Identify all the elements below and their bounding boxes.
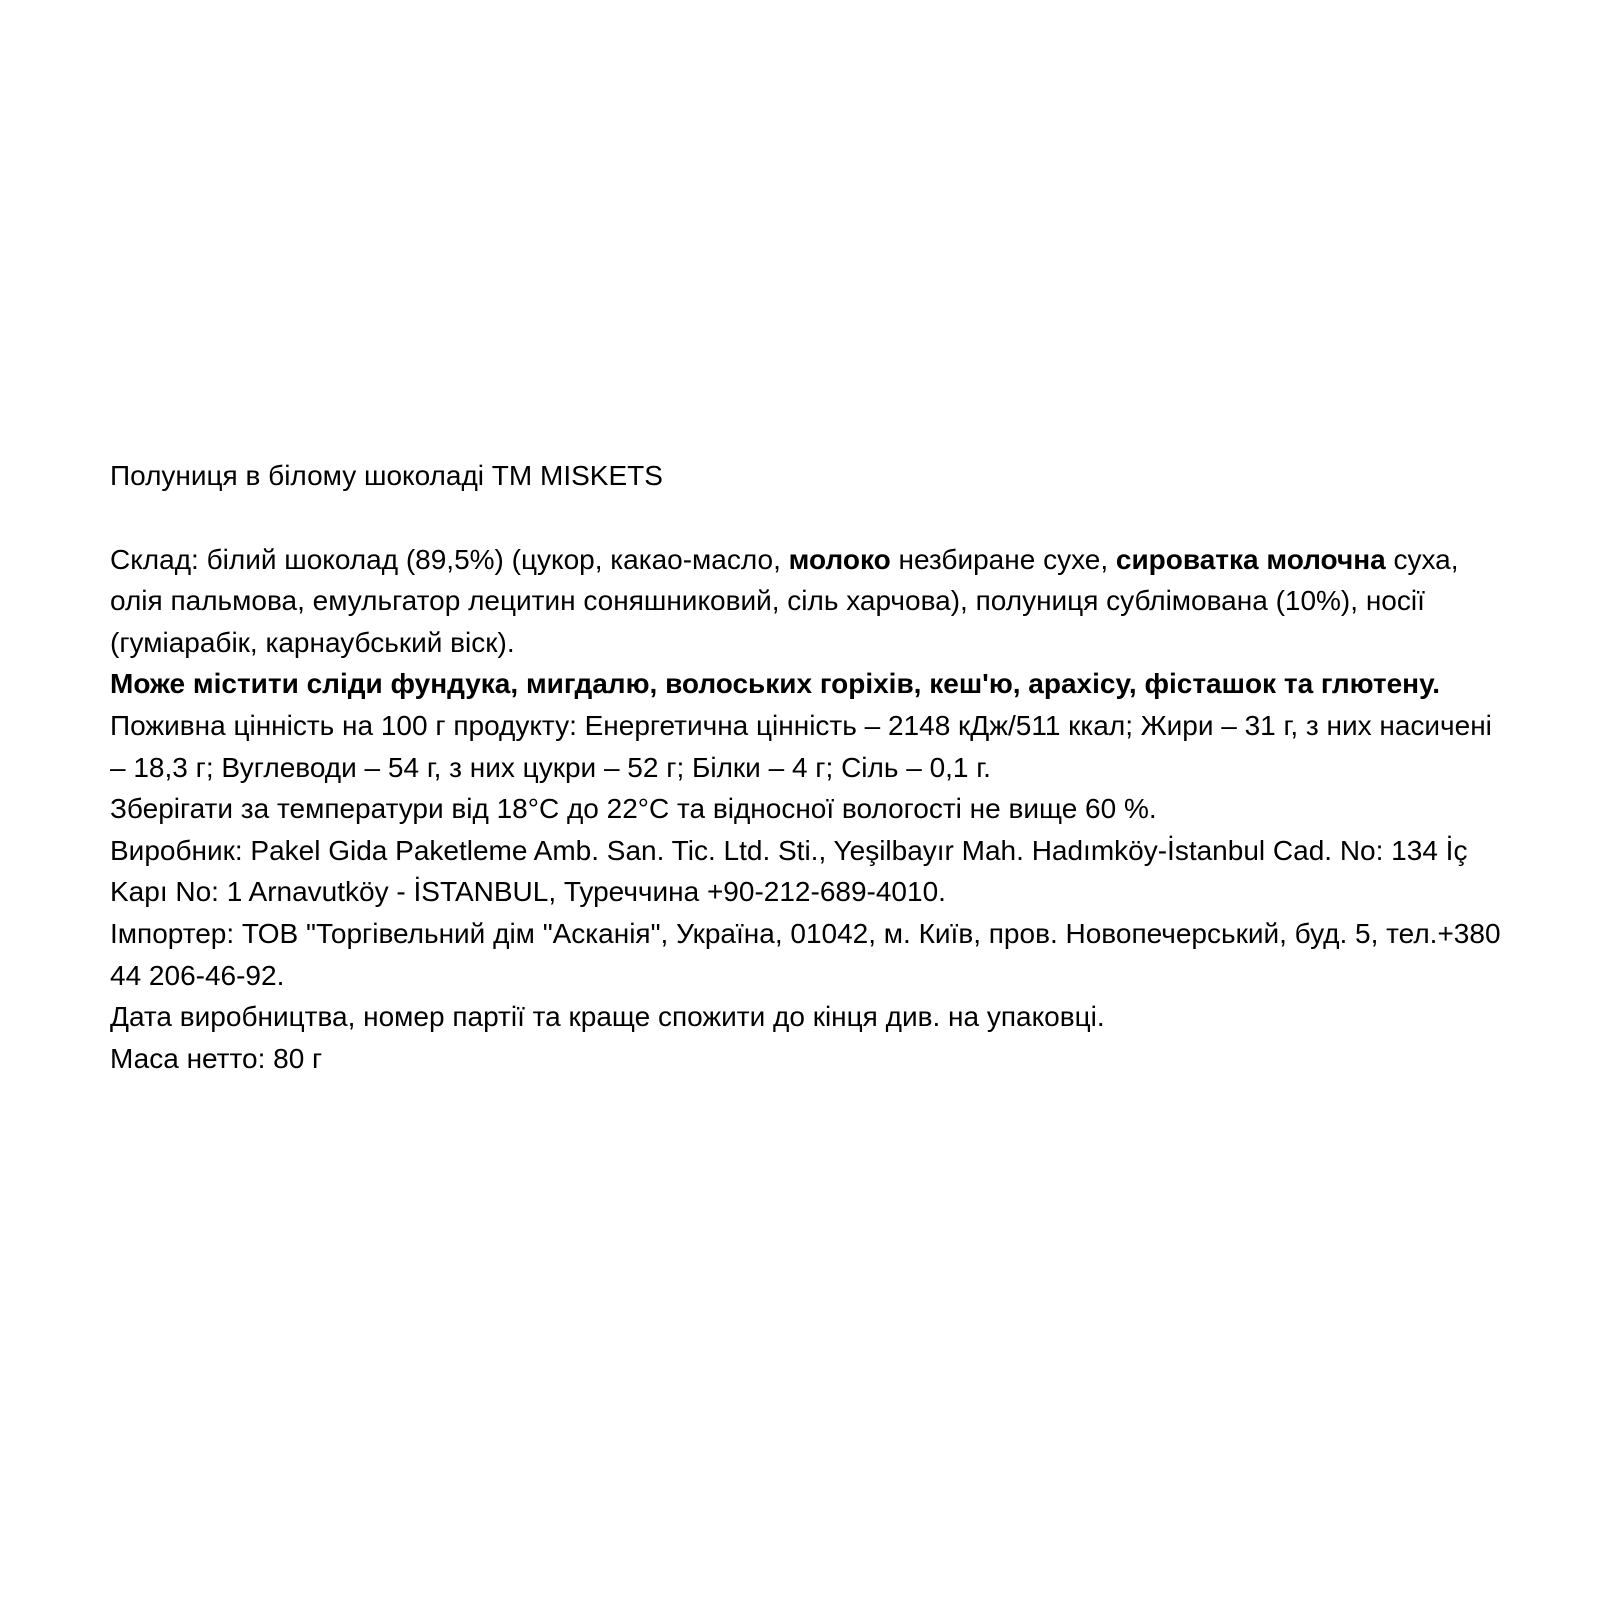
storage-conditions: Зберігати за температури від 18°С до 22°С та відносної вологості не вище 60 %. — [110, 793, 1157, 825]
manufacturer-info: Виробник: Pakel Gida Paketleme Amb. San. Tic. Ltd. Sti., Yeşilbayır Mah. Hadımköy-İstanbul Cad. No: 134 İç Kapı No: 1 Arnavutköy - İSTANBUL, Туреччина +90-212-689-4010. — [110, 834, 1468, 908]
date-batch-info: Дата виробництва, номер партії та краще спожити до кінця див. на упаковці. — [110, 1001, 1105, 1033]
composition-part-2: незбиране сухе, — [890, 543, 1116, 575]
product-label-document — [110, 455, 1510, 1079]
composition-part-3: суха, олія пальмова, емульгатор лецитин соняшниковий, сіль харчова), полуниця сублімована (10%), носії (гуміарабік, карнаубський віск). — [110, 543, 1459, 658]
nutrition-facts: Поживна цінність на 100 г продукту: Енергетична цінність – 2148 кДж/511 ккал; Жири – 31 г, з них насичені – 18,3 г; Вуглеводи – 54 г, з них цукри – 52 г; Білки – 4 г; Сіль – 0,1 г. — [110, 709, 1492, 783]
net-weight: Маса нетто: 80 г — [110, 1042, 323, 1074]
composition-bold-whey: сироватка молочна — [1115, 543, 1386, 575]
product-title: Полуниця в білому шоколаді ТМ MISKETS — [110, 460, 663, 491]
composition-bold-milk: молоко — [788, 543, 891, 575]
importer-info: Імпортер: ТОВ "Торгівельний дім "Асканія", Україна, 01042, м. Київ, пров. Новопечерський, буд. 5, тел.+380 44 206-46-92. — [110, 917, 1501, 991]
composition-text — [110, 539, 1510, 664]
composition-part-1: Склад: білий шоколад (89,5%) (цукор, какао-масло, — [110, 543, 789, 575]
allergens-warning: Може містити сліди фундука, мигдалю, волоських горіхів, кеш'ю, арахісу, фісташок та глютену. — [110, 668, 1440, 700]
